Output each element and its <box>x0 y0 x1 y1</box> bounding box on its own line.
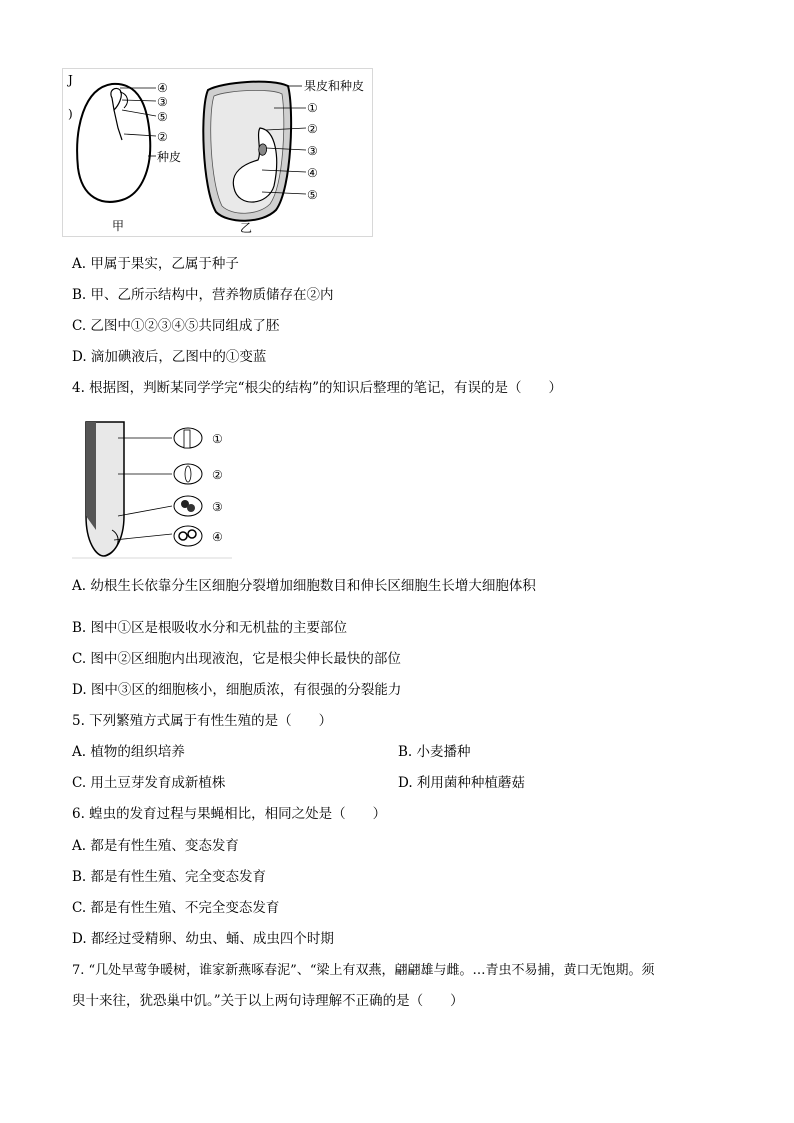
q4-option-b: B. 图中①区是根吸收水分和无机盐的主要部位 <box>72 620 348 636</box>
root-label-1: ① <box>212 432 223 446</box>
root-label-4: ④ <box>212 530 223 544</box>
seed-yi-diagram <box>203 82 306 221</box>
q5-option-b: B. 小麦播种 <box>398 744 471 760</box>
q5-option-a: A. 植物的组织培养 <box>72 744 185 760</box>
root-tip-diagram <box>72 422 232 558</box>
root-label-3: ③ <box>212 500 223 514</box>
q3-option-b: B. 甲、乙所示结构中，营养物质储存在②内 <box>72 287 334 303</box>
q7-stem-line1: 7. “几处早莺争暖树，谁家新燕啄春泥”、“梁上有双燕，翩翩雄与雌。…青虫不易捕，黄口无饱期。须 <box>72 963 655 978</box>
q6-option-c: C. 都是有性生殖、不完全变态发育 <box>72 900 280 916</box>
seed-structure-figure <box>62 68 378 240</box>
q3-option-a: A. 甲属于果实，乙属于种子 <box>72 256 239 272</box>
q3-option-d: D. 滴加碘液后，乙图中的①变蓝 <box>72 349 267 365</box>
q3-option-c: C. 乙图中①②③④⑤共同组成了胚 <box>72 318 280 334</box>
q6-option-d: D. 都经过受精卵、幼虫、蛹、成虫四个时期 <box>72 931 334 947</box>
jia-label-4: ④ <box>157 81 168 95</box>
jia-label-3: ③ <box>157 95 168 109</box>
yi-label-5: ⑤ <box>307 188 318 202</box>
q4-stem: 4. 根据图，判断某同学学完“根尖的结构”的知识后整理的笔记，有误的是（ ） <box>72 380 562 396</box>
q6-stem: 6. 蝗虫的发育过程与果蝇相比，相同之处是（ ） <box>72 806 387 822</box>
q4-option-d: D. 图中③区的细胞核小，细胞质浓，有很强的分裂能力 <box>72 682 402 698</box>
jia-label-5: ⑤ <box>157 110 168 124</box>
edge-mark-1: J <box>68 73 73 87</box>
yi-caption: 乙 <box>240 221 253 235</box>
q7-stem-line2: 臾十来往，犹恐巢中饥。”关于以上两句诗理解不正确的是（ ） <box>72 993 464 1009</box>
root-tip-figure <box>72 420 242 560</box>
edge-mark-2: ) <box>68 107 73 121</box>
q5-stem: 5. 下列繁殖方式属于有性生殖的是（ ） <box>72 713 333 729</box>
q6-option-b: B. 都是有性生殖、完全变态发育 <box>72 869 267 885</box>
yi-label-3: ③ <box>307 144 318 158</box>
q6-option-a: A. 都是有性生殖、变态发育 <box>72 838 239 854</box>
yi-label-2: ② <box>307 122 318 136</box>
q5-option-c: C. 用土豆芽发育成新植株 <box>72 775 226 791</box>
yi-label-1: ① <box>307 101 318 115</box>
jia-caption: 甲 <box>112 219 125 233</box>
jia-label-2: ② <box>157 130 168 144</box>
yi-label-4: ④ <box>307 166 318 180</box>
yi-label-pericarp: 果皮和种皮 <box>304 79 365 93</box>
q4-option-a: A. 幼根生长依靠分生区细胞分裂增加细胞数目和伸长区细胞生长增大细胞体积 <box>72 578 536 594</box>
seed-jia-diagram <box>77 84 156 202</box>
q5-option-d: D. 利用菌种种植蘑菇 <box>398 775 525 791</box>
q4-option-c: C. 图中②区细胞内出现液泡，它是根尖伸长最快的部位 <box>72 651 401 667</box>
root-label-2: ② <box>212 468 223 482</box>
jia-label-seedcoat: 种皮 <box>157 150 182 164</box>
